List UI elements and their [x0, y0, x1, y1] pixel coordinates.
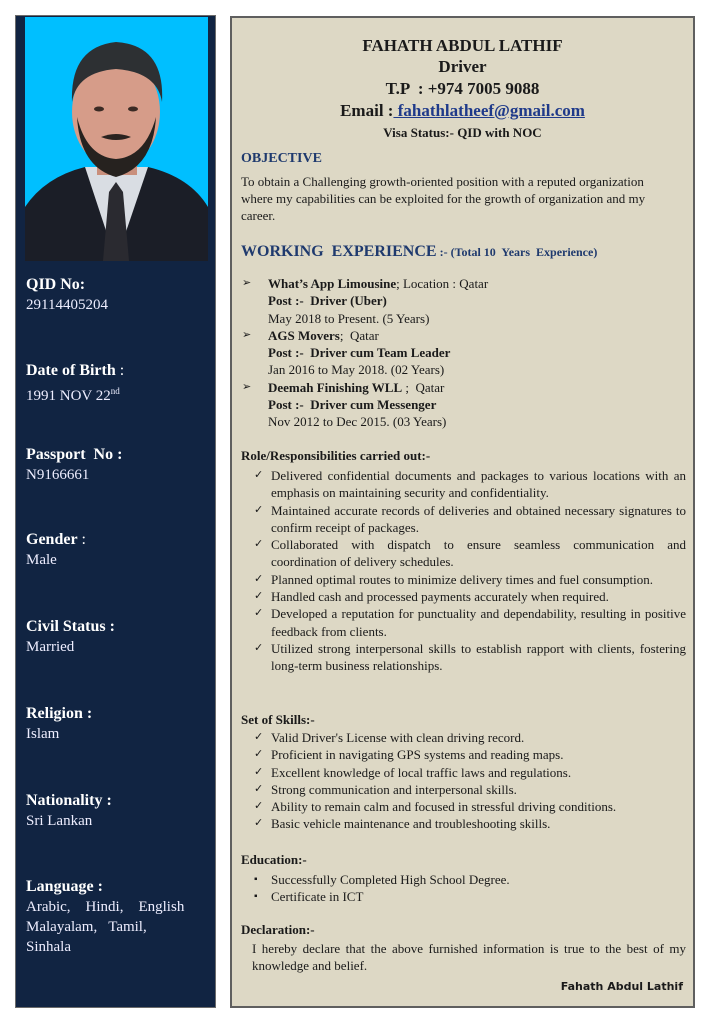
- gender-value: Male: [26, 552, 57, 568]
- list-item: [254, 467, 686, 502]
- email-line: [232, 101, 693, 121]
- list-item: [254, 640, 686, 675]
- main-panel: [230, 16, 695, 1008]
- list-item-text: Valid Driver's License with clean driving record.: [271, 730, 525, 745]
- passport-field: [26, 445, 216, 485]
- job-period: Jan 2016 to May 2018. (02 Years): [268, 362, 445, 378]
- job-company-line: [268, 275, 682, 292]
- gender-field: [26, 530, 216, 570]
- job-post: Post :- Driver (Uber): [268, 293, 387, 309]
- list-item-text: Handled cash and processed payments accurately when required.: [271, 589, 609, 605]
- list-item: [254, 888, 688, 905]
- check-icon: ✓: [254, 469, 264, 481]
- job-item: [242, 327, 682, 379]
- language-label: Language :: [26, 878, 103, 895]
- gender-label-colon: :: [77, 531, 86, 548]
- job-company-line: [268, 327, 682, 344]
- list-item: [254, 798, 688, 815]
- list-item-text: Collaborated with dispatch to ensure seamless communication and coordination of delivery schedules.: [271, 537, 686, 570]
- declaration-text: I hereby declare that the above furnished information is true to the best of my knowledge and belief.: [252, 941, 686, 973]
- nationality-field: [26, 791, 216, 831]
- language-value-line-1: Arabic, Hindi, English: [26, 899, 185, 915]
- education-list: [254, 871, 688, 906]
- job-company: What’s App Limousine: [268, 276, 397, 291]
- nationality-label: Nationality :: [26, 792, 112, 809]
- gender-label: [26, 530, 216, 550]
- list-item-text: Successfully Completed High School Degree.: [271, 872, 510, 887]
- list-item-text: Proficient in navigating GPS systems and reading maps.: [271, 747, 564, 763]
- job-location: ; Location : Qatar: [396, 276, 489, 291]
- job-period: Nov 2012 to Dec 2015. (03 Years): [268, 414, 447, 430]
- job-period: May 2018 to Present. (5 Years): [268, 310, 430, 326]
- check-icon: ✓: [254, 538, 264, 551]
- square-bullet-icon: ▪: [254, 891, 258, 903]
- skills-title: Set of Skills:-: [241, 712, 315, 727]
- check-icon: ✓: [254, 641, 264, 654]
- experience-title: [241, 243, 597, 261]
- check-icon: ✓: [254, 607, 264, 620]
- check-icon: ✓: [254, 800, 264, 813]
- civil-status-label: Civil Status :: [26, 618, 115, 635]
- check-icon: ✓: [254, 503, 264, 516]
- visa-status: Visa Status:- QID with NOC: [383, 125, 542, 140]
- list-item: [254, 746, 688, 763]
- list-item: [254, 502, 686, 537]
- job-item: [242, 379, 682, 431]
- list-item: [254, 815, 688, 832]
- religion-field: [26, 704, 216, 744]
- nationality-value: Sri Lankan: [26, 813, 93, 829]
- list-item-text: Planned optimal routes to minimize delivery times and fuel consumption.: [271, 571, 653, 587]
- religion-label: Religion :: [26, 705, 93, 722]
- qid-field: [26, 275, 216, 315]
- language-value-line-3: Sinhala: [26, 939, 71, 955]
- list-item-text: Maintained accurate records of deliveries and obtained necessary signatures to confirm receipt of packages.: [271, 502, 686, 535]
- dob-field: [26, 361, 216, 406]
- qid-label: QID No:: [26, 276, 86, 293]
- phone-number: T.P : +974 7005 9088: [385, 79, 540, 98]
- candidate-name: FAHATH ABDUL LATHIF: [362, 36, 563, 55]
- check-icon: ✓: [254, 731, 264, 743]
- arrow-bullet-icon: ➢: [242, 380, 252, 393]
- dob-value-sup: nd: [110, 386, 120, 396]
- list-item-text: Basic vehicle maintenance and troubleshooting skills.: [271, 816, 551, 832]
- profile-photo-illustration: [25, 17, 208, 261]
- responsibilities-title: Role/Responsibilities carried out:-: [241, 448, 431, 463]
- list-item: [254, 729, 688, 746]
- list-item: [254, 605, 686, 640]
- check-icon: ✓: [254, 572, 264, 585]
- candidate-role: Driver: [438, 57, 487, 76]
- list-item: [254, 588, 686, 605]
- job-location: ; Qatar: [402, 379, 445, 395]
- arrow-bullet-icon: ➢: [242, 328, 252, 341]
- responsibilities-list: [254, 467, 686, 675]
- signature: Fahath Abdul Lathif: [560, 980, 683, 993]
- list-item-text: Ability to remain calm and focused in stressful driving conditions.: [271, 799, 617, 815]
- job-company-line: [268, 379, 682, 396]
- list-item-text: Excellent knowledge of local traffic laws and regulations.: [271, 764, 572, 780]
- civil-status-value: Married: [26, 639, 75, 655]
- dob-label-colon: :: [115, 362, 125, 379]
- list-item-text: Utilized strong interpersonal skills to establish rapport with clients, fostering long-term business relationships.: [271, 640, 686, 674]
- profile-photo: [25, 17, 208, 261]
- list-item-text: Developed a reputation for punctuality and dependability, resulting in positive feedback from clients.: [271, 606, 686, 639]
- qid-value: 29114405204: [26, 297, 108, 313]
- experience-title-text: WORKING EXPERIENCE: [241, 243, 437, 260]
- check-icon: ✓: [254, 590, 264, 603]
- experience-total: :- (Total 10 Years Experience): [436, 245, 598, 259]
- list-item: [254, 764, 688, 781]
- email-link[interactable]: fahathlatheef@gmail.com: [393, 101, 585, 120]
- objective-text: To obtain a Challenging growth-oriented position with a reputed organization where my capabilities can be exploited for the growth of organization and my career.: [241, 174, 646, 223]
- list-item-text: Certificate in ICT: [271, 889, 364, 905]
- declaration-title: Declaration:-: [241, 922, 315, 937]
- check-icon: ✓: [254, 765, 264, 778]
- list-item: [254, 781, 688, 798]
- dob-label: [26, 361, 216, 381]
- list-item: [254, 571, 686, 588]
- job-post: Post :- Driver cum Team Leader: [268, 345, 451, 361]
- gender-label-text: Gender: [26, 531, 78, 548]
- check-icon: ✓: [254, 782, 264, 795]
- dob-label-text: Date of Birth: [26, 362, 116, 379]
- check-icon: ✓: [254, 817, 264, 830]
- check-icon: ✓: [254, 748, 264, 761]
- religion-value: Islam: [26, 726, 60, 742]
- passport-value: N9166661: [26, 467, 90, 483]
- objective-title: OBJECTIVE: [241, 151, 322, 166]
- list-item: [254, 871, 688, 888]
- dob-value-text: 1991 NOV 22: [26, 388, 111, 404]
- education-title: Education:-: [241, 852, 307, 867]
- dob-value: [26, 381, 216, 406]
- job-company: Deemah Finishing WLL: [268, 379, 403, 395]
- list-item: [254, 536, 686, 571]
- job-company: AGS Movers: [268, 327, 340, 343]
- civil-status-field: [26, 617, 216, 657]
- list-item-text: Strong communication and interpersonal skills.: [271, 781, 517, 797]
- experience-list: [242, 275, 682, 431]
- arrow-bullet-icon: ➢: [242, 277, 252, 289]
- email-label: Email :: [340, 101, 394, 120]
- language-value-line-2: Malayalam, Tamil,: [26, 919, 147, 935]
- passport-label: Passport No :: [26, 446, 123, 463]
- language-field: [26, 877, 226, 957]
- square-bullet-icon: ▪: [254, 874, 258, 885]
- job-location: ; Qatar: [339, 327, 379, 343]
- job-item: [242, 275, 682, 327]
- sidebar: [15, 15, 216, 1008]
- skills-list: [254, 729, 688, 833]
- job-post: Post :- Driver cum Messenger: [268, 397, 437, 413]
- list-item-text: Delivered confidential documents and packages to various locations with an emphasis on maintaining security and confidentiality.: [271, 468, 686, 501]
